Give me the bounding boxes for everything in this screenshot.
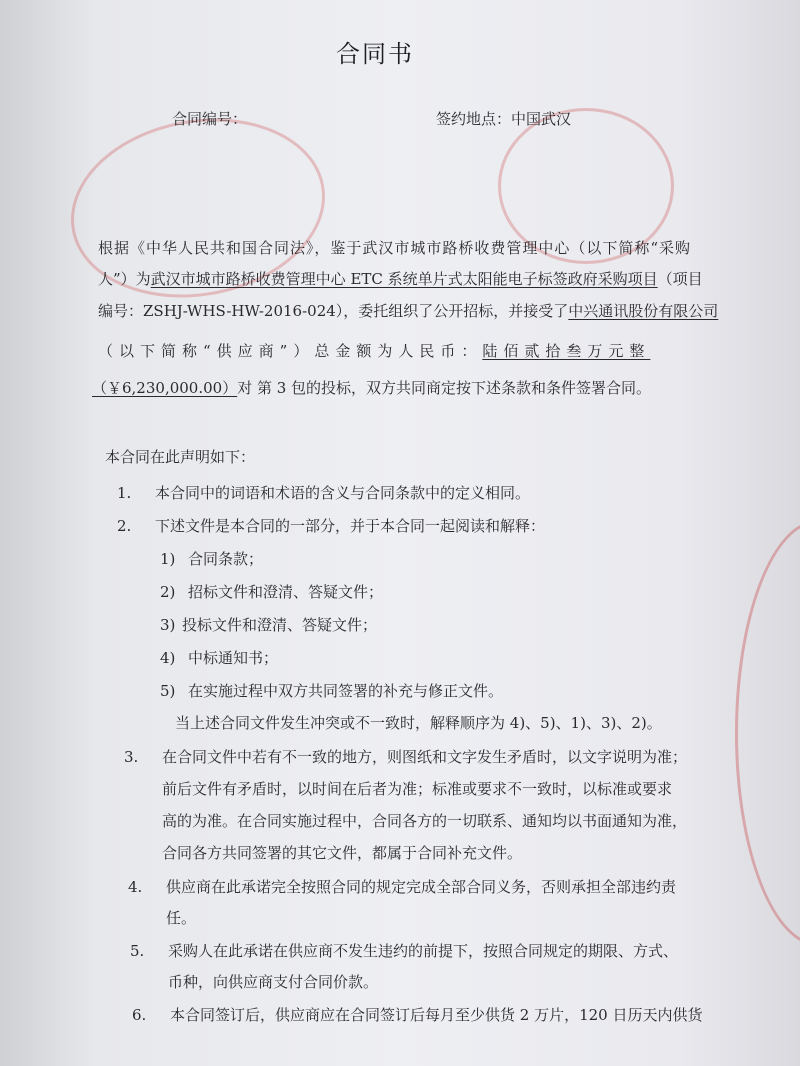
signing-place: 签约地点：中国武汉 [436, 110, 572, 128]
contract-number-label: 合同编号： [172, 110, 248, 128]
clause-3-number: 3. [124, 748, 139, 766]
sub-item-2-text: 招标文件和澄清、答疑文件； [188, 583, 384, 601]
clause-6-number: 6. [132, 1006, 147, 1024]
project-name: 武汉市城市路桥收费管理中心 ETC 系统单片式太阳能电子标签政府采购项目 [150, 270, 658, 288]
clause-4 [128, 876, 676, 897]
sub-item-1-number: 1) [160, 550, 176, 568]
declaration-heading: 本合同在此声明如下： [105, 448, 256, 466]
clause-6 [132, 1004, 702, 1025]
conflict-order-note: 当上述合同文件发生冲突或不一致时，解释顺序为 4)、5)、1)、3)、2)。 [175, 714, 662, 732]
clause-1-text: 本合同中的词语和术语的含义与合同条款中的定义相同。 [155, 484, 531, 502]
clause-5-line-2: 币种，向供应商支付合同价款。 [168, 973, 379, 991]
seal-stamp-edge [735, 520, 800, 946]
clause-5 [130, 940, 678, 961]
intro-line-1 [98, 237, 690, 258]
sub-item-4 [160, 647, 278, 668]
sub-item-5-text: 在实施过程中双方共同签署的补充与修正文件。 [188, 682, 504, 700]
intro-line-4 [98, 340, 650, 361]
supplier-name: 中兴通讯股份有限公司 [568, 302, 719, 320]
intro-line-2-start: 人”）为 [98, 270, 151, 288]
clause-3-line-2: 前后文件有矛盾时，以时间在后者为准；标准或要求不一致时，以标准或要求 [162, 780, 673, 798]
clause-4-line-1: 供应商在此承诺完全按照合同的规定完成全部合同义务，否则承担全部违约责 [166, 878, 677, 896]
clause-3-line-4: 合同各方共同签署的其它文件，都属于合同补充文件。 [162, 844, 523, 862]
sub-item-4-text: 中标通知书； [188, 649, 279, 667]
intro-line-2-end: （项目 [657, 270, 703, 288]
clause-5-number: 5. [130, 942, 145, 960]
clause-3-line-1: 在合同文件中若有不一致的地方，则图纸和文字发生矛盾时，以文字说明为准； [162, 748, 688, 766]
clause-2 [117, 515, 545, 536]
clause-2-number: 2. [117, 517, 132, 535]
sub-item-5-number: 5) [160, 682, 176, 700]
intro-line-1-text: 根据《中华人民共和国合同法》，鉴于武汉市城市路桥收费管理中心（以下简称“采购 [98, 239, 690, 257]
sub-item-3 [160, 614, 377, 635]
sub-item-1 [160, 548, 263, 569]
clause-3 [124, 746, 687, 767]
sub-item-5 [160, 680, 503, 701]
sub-item-1-text: 合同条款； [188, 550, 264, 568]
amount-in-words: 陆佰贰拾叁万元整 [482, 342, 651, 360]
clause-1-number: 1. [117, 484, 132, 502]
sub-item-3-text: 投标文件和澄清、答疑文件； [182, 616, 378, 634]
sub-item-2-number: 2) [160, 583, 176, 601]
clause-6-line-1: 本合同签订后，供应商应在合同签订后每月至少供货 2 万片，120 日历天内供货 [170, 1006, 703, 1024]
clause-4-line-2: 任。 [166, 909, 197, 927]
intro-line-5 [92, 377, 651, 398]
sub-item-3-number: 3) [160, 616, 176, 634]
clause-2-text: 下述文件是本合同的一部分，并于本合同一起阅读和解释： [155, 517, 546, 535]
intro-line-5-end: 对 第 3 包的投标，双方共同商定按下述条款和条件签署合同。 [237, 379, 652, 397]
intro-line-2 [98, 268, 703, 289]
clause-5-line-1: 采购人在此承诺在供应商不发生违约的前提下，按照合同规定的期限、方式、 [168, 942, 679, 960]
sub-item-2 [160, 581, 383, 602]
document-title: 合同书 [336, 40, 414, 68]
clause-1 [117, 482, 530, 503]
intro-line-3 [98, 300, 718, 321]
project-number-text: 编号：ZSHJ-WHS-HW-2016-024），委托组织了公开招标，并接受了 [98, 302, 569, 320]
sub-item-4-number: 4) [160, 649, 176, 667]
amount-prefix: （以下简称“供应商”）总金额为人民币： [98, 342, 483, 360]
clause-3-line-3: 高的为准。在合同实施过程中，合同各方的一切联系、通知均以书面通知为准， [162, 812, 688, 830]
clause-4-number: 4. [128, 878, 143, 896]
amount-in-figures: （￥6,230,000.00） [92, 379, 238, 397]
